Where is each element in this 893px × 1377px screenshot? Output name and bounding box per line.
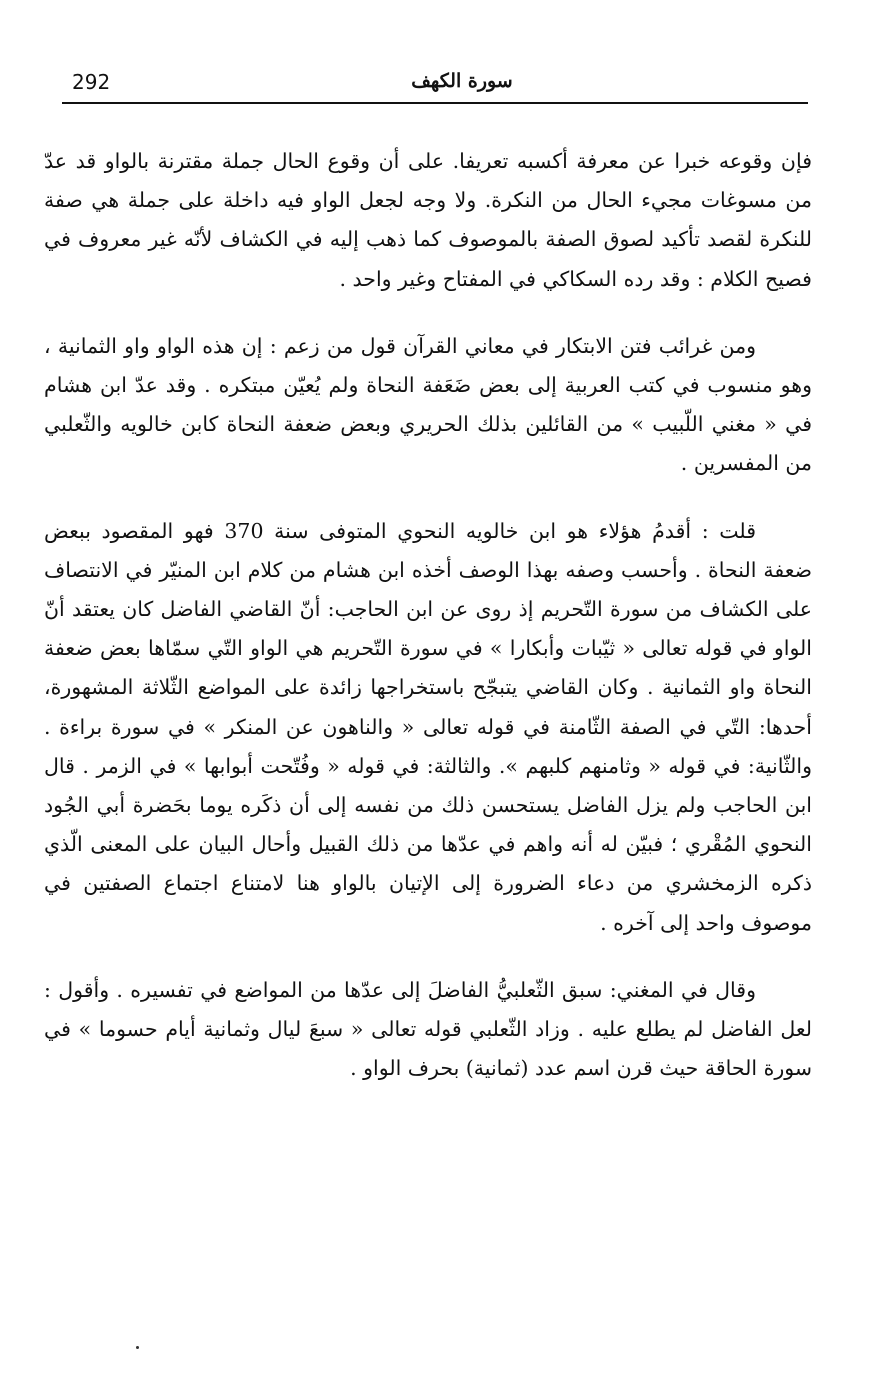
page-header	[62, 68, 808, 104]
page-number: 292	[72, 70, 111, 94]
ink-speck	[136, 1346, 139, 1349]
paragraph-3: قلت : أقدمُ هؤلاء هو ابن خالويه النحوي المتوفى سنة 370 فهو المقصود ببعض ضعفة النحاة . وأحسب وصفه بهذا الوصف أخذه ابن هشام من كلام ابن المنيّر في الانتصاف على الكشاف من سورة التّحريم إذ روى عن ابن الحاجب: أنّ القاضي الفاضل كان يعتقد أنّ الواو في قوله تعالى « ثيّبات وأبكارا » في سورة التّحريم هي الواو التّي سمّاها بعض ضعفة النحاة واو الثمانية . وكان القاضي يتبجّح باستخراجها زائدة على المواضع الثّلاثة المشهورة، أحدها: التّي في الصفة الثّامنة في قوله تعالى « والناهون عن المنكر » في سورة براءة . والثّانية: في قوله « وثامنهم كلبهم ». والثالثة: في قوله « وفُتّحت أبوابها » في الزمر . قال ابن الحاجب ولم يزل الفاضل يستحسن ذلك من نفسه إلى أن ذكَره يوما بحَضرة أبي الجُود النحوي المُقْري ؛ فبيّن له أنه واهم في عدّها من ذلك القبيل وأحال البيان على المعنى الّذي ذكره الزمخشري من دعاء الضرورة إلى الإتيان بالواو هنا لامتناع اجتماع الصفتين في موصوف واحد إلى آخره .	[44, 518, 812, 935]
body-text	[44, 142, 812, 1088]
paragraph-2: ومن غرائب فتن الابتكار في معاني القرآن قول من زعم : إن هذه الواو واو الثمانية ، وهو منسوب في كتب العربية إلى بعض ضَعَفة النحاة ولم يُعيّن مبتكره . وقد عدّ ابن هشام في « مغني اللّبيب » من القائلين بذلك الحريري وبعض ضعفة النحاة كابن خالويه والثّعلبي من المفسرين .	[44, 333, 812, 476]
paragraph-4: وقال في المغني: سبق الثّعلبيُّ الفاضلَ إلى عدّها من المواضع في تفسيره . وأقول : لعل الفاضل لم يطلع عليه . وزاد الثّعلبي قوله تعالى « سبعَ ليال وثمانية أيام حسوما » في سورة الحاقة حيث قرن اسم عدد (ثمانية) بحرف الواو .	[44, 977, 812, 1081]
paragraph-1: فإن وقوعه خبرا عن معرفة أكسبه تعريفا. على أن وقوع الحال جملة مقترنة بالواو قد عدّ من مسوغات مجيء الحال من النكرة. ولا وجه لجعل الواو فيه داخلة على جملة هي صفة للنكرة لقصد تأكيد لصوق الصفة بالموصوف كما ذهب إليه في الكشاف لأنّه غير معروف في فصيح الكلام : وقد رده السكاكي في المفتاح وغير واحد .	[44, 149, 812, 291]
running-title: سورة الكهف	[411, 70, 513, 92]
